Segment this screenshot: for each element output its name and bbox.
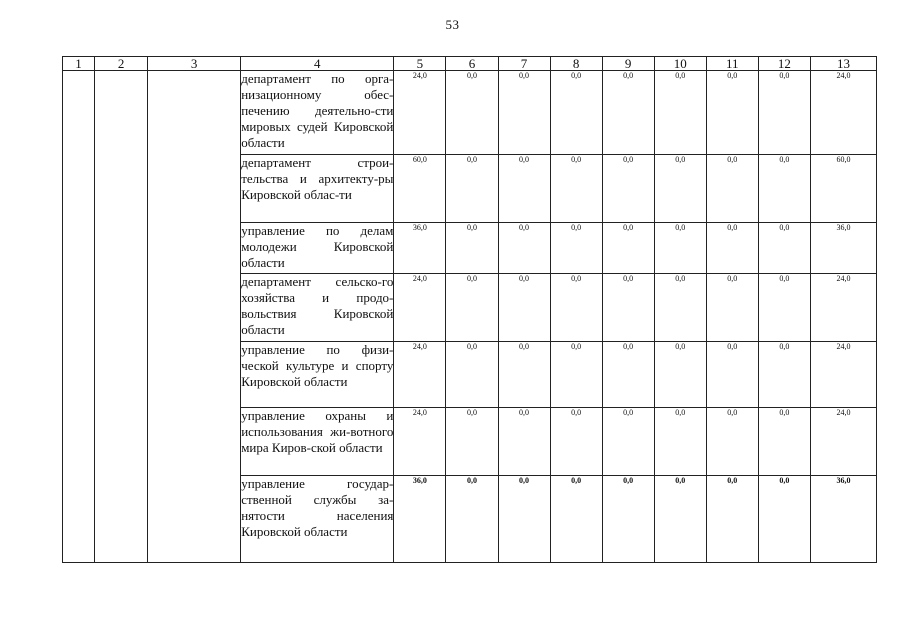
department-name: управление по делам молодежи Кировской области — [241, 223, 394, 274]
department-name: департамент строи-тельства и архитекту-ры Кировской облас-ти — [241, 155, 394, 223]
header-cell: 4 — [241, 57, 394, 71]
value-cell: 36,0 — [810, 476, 876, 563]
value-cell: 0,0 — [446, 274, 498, 342]
value-cell: 0,0 — [654, 274, 706, 342]
value-cell: 0,0 — [706, 342, 758, 408]
value-cell: 0,0 — [758, 155, 810, 223]
department-name: департамент по орга-низационному обес-печению деятельно-сти мировых судей Кировской области — [241, 71, 394, 155]
value-cell: 0,0 — [654, 408, 706, 476]
empty-cell-col1 — [63, 71, 95, 563]
value-cell: 0,0 — [550, 342, 602, 408]
department-name: управление охраны и использования жи-вотного мира Киров-ской области — [241, 408, 394, 476]
value-cell: 0,0 — [550, 223, 602, 274]
value-cell: 0,0 — [602, 274, 654, 342]
header-cell: 12 — [758, 57, 810, 71]
value-cell: 36,0 — [394, 223, 446, 274]
value-cell: 36,0 — [810, 223, 876, 274]
value-cell: 60,0 — [810, 155, 876, 223]
value-cell: 0,0 — [498, 274, 550, 342]
value-cell: 0,0 — [654, 223, 706, 274]
value-cell: 24,0 — [810, 342, 876, 408]
value-cell: 0,0 — [498, 223, 550, 274]
page-number: 53 — [445, 17, 460, 32]
value-cell: 0,0 — [550, 155, 602, 223]
value-cell: 24,0 — [394, 342, 446, 408]
department-name: департамент сельско-го хозяйства и продо-вольствия Кировской области — [241, 274, 394, 342]
value-cell: 0,0 — [498, 155, 550, 223]
value-cell: 24,0 — [394, 408, 446, 476]
value-cell: 0,0 — [706, 476, 758, 563]
value-cell: 0,0 — [446, 155, 498, 223]
value-cell: 0,0 — [706, 155, 758, 223]
value-cell: 0,0 — [654, 342, 706, 408]
value-cell: 0,0 — [706, 71, 758, 155]
value-cell: 0,0 — [758, 476, 810, 563]
value-cell: 0,0 — [758, 223, 810, 274]
value-cell: 0,0 — [446, 408, 498, 476]
value-cell: 0,0 — [706, 274, 758, 342]
header-cell: 7 — [498, 57, 550, 71]
header-row — [63, 57, 877, 71]
empty-cell-col2 — [95, 71, 148, 563]
value-cell: 60,0 — [394, 155, 446, 223]
header-cell: 1 — [63, 57, 95, 71]
header-cell: 6 — [446, 57, 498, 71]
value-cell: 0,0 — [706, 408, 758, 476]
header-cell: 11 — [706, 57, 758, 71]
value-cell: 0,0 — [758, 71, 810, 155]
value-cell: 0,0 — [654, 71, 706, 155]
header-cell: 3 — [148, 57, 241, 71]
value-cell: 0,0 — [758, 274, 810, 342]
header-cell: 5 — [394, 57, 446, 71]
value-cell: 0,0 — [446, 71, 498, 155]
header-cell: 10 — [654, 57, 706, 71]
value-cell: 0,0 — [550, 408, 602, 476]
value-cell: 0,0 — [498, 71, 550, 155]
value-cell: 0,0 — [602, 223, 654, 274]
value-cell: 24,0 — [810, 274, 876, 342]
budget-table — [62, 56, 877, 563]
value-cell: 0,0 — [602, 342, 654, 408]
value-cell: 36,0 — [394, 476, 446, 563]
value-cell: 0,0 — [602, 408, 654, 476]
value-cell: 0,0 — [602, 71, 654, 155]
value-cell: 24,0 — [394, 274, 446, 342]
value-cell: 0,0 — [550, 274, 602, 342]
table-row — [63, 71, 877, 155]
value-cell: 0,0 — [446, 342, 498, 408]
department-name: управление по физи-ческой культуре и спорту Кировской области — [241, 342, 394, 408]
value-cell: 0,0 — [446, 223, 498, 274]
value-cell: 0,0 — [602, 155, 654, 223]
value-cell: 0,0 — [758, 408, 810, 476]
value-cell: 24,0 — [810, 71, 876, 155]
value-cell: 0,0 — [498, 408, 550, 476]
empty-cell-col3 — [148, 71, 241, 563]
value-cell: 0,0 — [498, 476, 550, 563]
value-cell: 0,0 — [706, 223, 758, 274]
value-cell: 0,0 — [498, 342, 550, 408]
value-cell: 0,0 — [446, 476, 498, 563]
header-cell: 9 — [602, 57, 654, 71]
value-cell: 24,0 — [810, 408, 876, 476]
value-cell: 0,0 — [550, 71, 602, 155]
value-cell: 0,0 — [602, 476, 654, 563]
department-name: управление государ-ственной службы за-нятости населения Кировской области — [241, 476, 394, 563]
header-cell: 13 — [810, 57, 876, 71]
value-cell: 0,0 — [550, 476, 602, 563]
value-cell: 0,0 — [654, 476, 706, 563]
header-cell: 8 — [550, 57, 602, 71]
value-cell: 0,0 — [758, 342, 810, 408]
value-cell: 0,0 — [654, 155, 706, 223]
value-cell: 24,0 — [394, 71, 446, 155]
header-cell: 2 — [95, 57, 148, 71]
